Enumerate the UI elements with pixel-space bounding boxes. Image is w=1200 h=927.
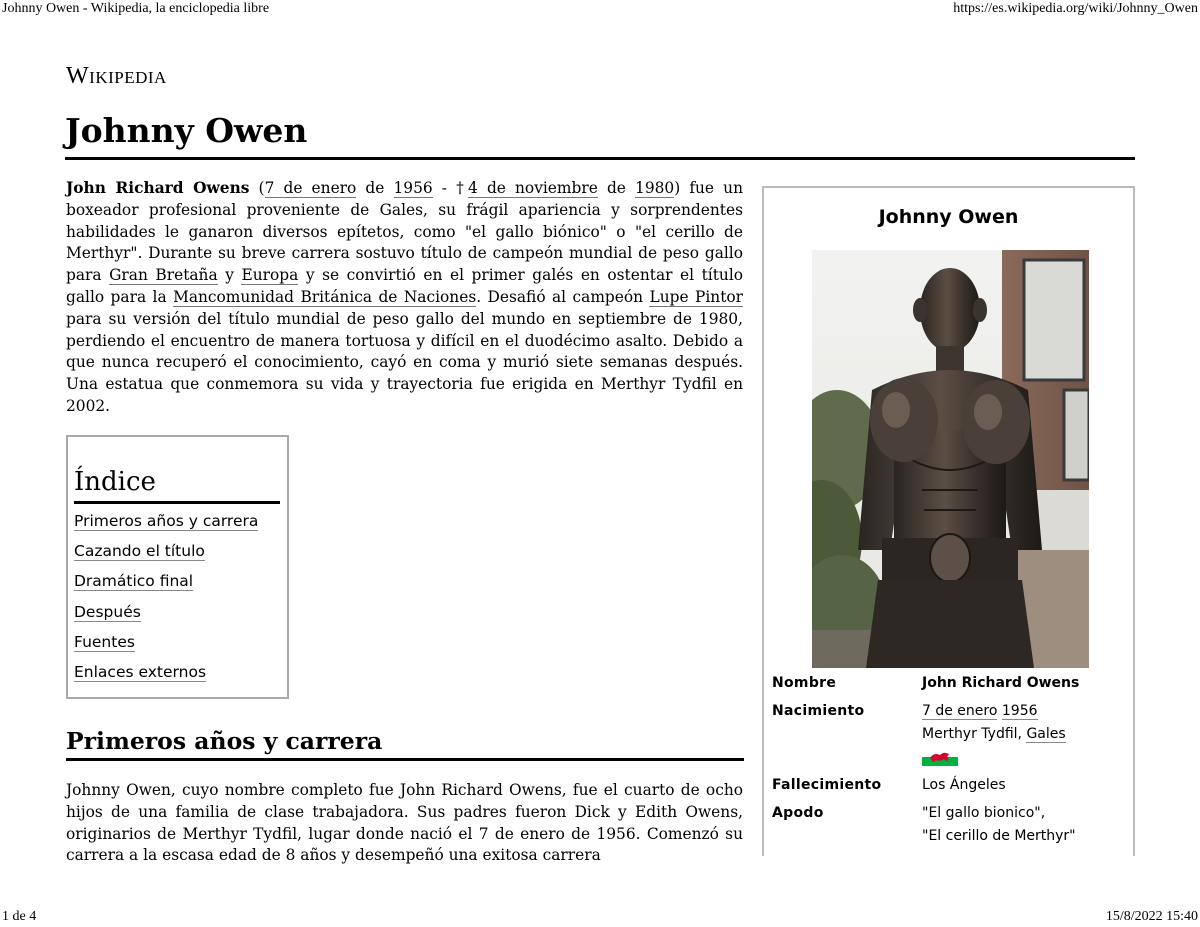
link-europa[interactable]: Europa (241, 266, 299, 285)
toc-item-despues[interactable]: Después (74, 602, 141, 621)
link-lupe-pintor[interactable]: Lupe Pintor (649, 287, 743, 306)
infobox-label: Nombre (772, 675, 837, 691)
wales-flag-icon (922, 748, 958, 766)
print-header (2, 1, 1198, 19)
toc-title: Índice (74, 465, 280, 504)
lead-name: John Richard Owens (66, 179, 250, 197)
lead-text: para su versión del título mundial de peso gallo del mundo en septiembre de 1980, perdiendo el encuentro de manera tortuosa y difícil en el duodécimo asalto. Debido a que nunca recuperó el conocimiento, cayó en coma y murió siete semanas después. Una estatua que conmemora su vida y trayectoria fue erigida en Merthyr Tydfil en 2002. (66, 309, 743, 415)
wikipedia-logo[interactable]: Wikipedia (66, 63, 167, 89)
print-footer (2, 909, 1198, 927)
lead-text: y se convirtió en el primer galés en ostentar el título gallo para la (66, 266, 744, 306)
section-paragraph: Johnny Owen, cuyo nombre completo fue John Richard Owens, fue el cuarto de ocho hijos de una familia de clase trabajadora. Sus padres fueron Dick y Edith Owens, originarios de Merthyr Tydfil, lugar donde nació el 7 de enero de 1956. Comenzó su carrera a la escasa edad de 8 años y desempeñó una exitosa carrera (66, 781, 743, 865)
infobox-label: Nacimiento (772, 703, 865, 719)
page-title: Johnny Owen (65, 108, 1135, 160)
toc-item-primeros-anos[interactable]: Primeros años y carrera (74, 512, 259, 530)
link-birth-date[interactable]: 7 de enero (922, 703, 998, 719)
link-birth-day[interactable]: 7 de enero (264, 179, 357, 197)
infobox-value: Los Ángeles (922, 777, 1006, 793)
lead-text: . Desafió al campeón (476, 287, 650, 306)
toc-item-dramatico-final[interactable]: Dramático final (74, 572, 194, 591)
nickname-1: "El gallo bionico", (922, 805, 1046, 821)
print-page-number: 1 de 4 (2, 909, 37, 924)
lead-text: - † (432, 179, 469, 197)
infobox-value: John Richard Owens (922, 675, 1080, 691)
link-gran-bretana[interactable]: Gran Bretaña (109, 266, 218, 285)
article-lead (66, 178, 743, 418)
table-of-contents (66, 435, 289, 699)
nickname-2: "El cerillo de Merthyr" (922, 828, 1076, 844)
print-page-title: Johnny Owen - Wikipedia, la enciclopedia libre (2, 1, 270, 16)
link-commonwealth[interactable]: Mancomunidad Británica de Naciones (173, 287, 477, 306)
infobox-value (922, 700, 1132, 769)
infobox (762, 186, 1135, 856)
link-gales[interactable]: Gales (1026, 726, 1066, 742)
toc-item-cazando-titulo[interactable]: Cazando el título (74, 542, 205, 561)
infobox-label: Apodo (772, 805, 824, 821)
section-heading-primeros-anos: Primeros años y carrera (66, 725, 744, 761)
link-death-year[interactable]: 1980 (635, 179, 675, 197)
link-birth-year-infobox[interactable]: 1956 (1001, 703, 1038, 719)
print-url: https://es.wikipedia.org/wiki/Johnny_Owen (953, 1, 1198, 16)
link-death-day[interactable]: 4 de noviembre (468, 179, 598, 197)
lead-paragraph (66, 178, 743, 418)
lead-text: ( (249, 179, 265, 197)
toc-item-enlaces-externos[interactable]: Enlaces externos (74, 662, 207, 681)
lead-text: de (356, 179, 394, 197)
lead-text: y (217, 266, 242, 285)
lead-text: ) fue un boxeador profesional proveniente de Gales, su frágil apariencia y sorprendentes habilidades le ganaron diversos epítetos, como "el gallo biónico" o "el cerillo de Merthyr". Durante su breve carrera sostuvo título de campeón mundial de peso gallo para (66, 179, 743, 285)
birth-place: Merthyr Tydfil, (922, 726, 1027, 742)
print-datetime: 15/8/2022 15:40 (1105, 909, 1198, 924)
infobox-label: Fallecimiento (772, 777, 882, 793)
lead-text: de (597, 179, 636, 197)
infobox-value (922, 802, 1132, 848)
statue-photo[interactable] (812, 250, 1089, 668)
infobox-title: Johnny Owen (878, 206, 1019, 228)
toc-item-fuentes[interactable]: Fuentes (74, 632, 135, 651)
link-birth-year[interactable]: 1956 (393, 179, 433, 197)
